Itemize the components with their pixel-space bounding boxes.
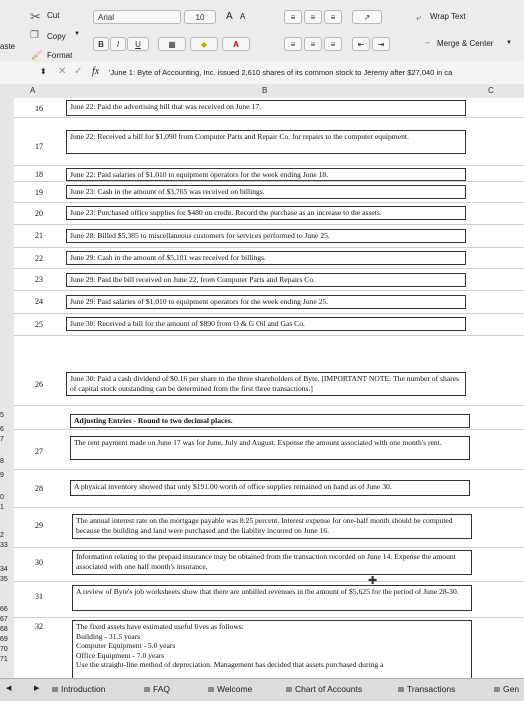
adjusting-entries-heading: Adjusting Entries - Round to two decimal places. (70, 414, 470, 428)
row-index[interactable]: 22 (35, 254, 43, 263)
row-index[interactable]: 32 (35, 622, 43, 631)
underline-button[interactable]: U (127, 37, 149, 51)
description-cell[interactable]: June 23: Purchased office supplies for $480 on credit. Record the purchase as an increase to the assets. (66, 206, 466, 220)
formula-bar (0, 62, 524, 85)
tab-introduction[interactable]: Introduction (52, 684, 105, 694)
orientation-button[interactable] (352, 10, 382, 24)
wrap-text-icon[interactable]: ⤶ (416, 12, 422, 22)
fill-color-button[interactable] (190, 37, 218, 51)
confirm-formula-icon[interactable]: ✓ (74, 66, 83, 77)
row-index[interactable]: 24 (35, 297, 43, 306)
table-row (14, 291, 524, 314)
font-color-button[interactable] (222, 37, 250, 51)
row-index[interactable]: 30 (35, 558, 43, 567)
font-name-value: Arial (98, 12, 115, 22)
table-row (14, 248, 524, 269)
cursor-crosshair-icon: ✚ (368, 575, 378, 587)
align-top-button[interactable] (284, 10, 302, 24)
row-number[interactable]: 68 (0, 626, 8, 633)
description-cell[interactable]: The annual interest rate on the mortgage payable was 8.25 percent. Interest expense for one-half month should be computed because the building and land were purchased and the liability incurred on June 16. (72, 514, 472, 539)
align-left-icon: ≡ (290, 39, 296, 49)
align-center-icon: ≡ (310, 39, 316, 49)
cancel-formula-icon[interactable]: ✕ (58, 66, 67, 77)
row-index[interactable]: 17 (35, 142, 43, 151)
merge-chevron-icon[interactable]: ▼ (506, 40, 512, 46)
sheet-tab-bar (0, 678, 524, 701)
shrink-font-button[interactable]: A (240, 12, 246, 21)
tab-scroll-right-icon[interactable]: ▶ (34, 685, 40, 692)
align-right-button[interactable] (324, 37, 342, 51)
align-right-icon: ≡ (330, 39, 336, 49)
row-index[interactable]: 18 (35, 170, 43, 179)
fill-color-icon: ◆ (200, 39, 208, 49)
table-row (14, 336, 524, 406)
formula-input[interactable]: 'June 1: Byte of Accounting, Inc. issued 2,610 shares of its common stock to Jeremy after $27,040 in ca (109, 68, 453, 77)
row-index[interactable]: 19 (35, 188, 43, 197)
row-index[interactable]: 21 (35, 231, 43, 240)
row-index[interactable]: 31 (35, 592, 43, 601)
description-cell[interactable]: June 29: Paid the bill received on June 22, from Computer Parts and Repairs Co. (66, 273, 466, 287)
table-row (14, 430, 524, 470)
cell-line: Office Equipment - 7.0 years (76, 650, 165, 660)
table-row (14, 582, 524, 618)
row-index[interactable]: 29 (35, 521, 43, 530)
lock-icon (494, 687, 500, 692)
increase-indent-icon: ⇥ (377, 39, 385, 49)
table-row (14, 182, 524, 203)
borders-icon: ▦ (168, 39, 176, 49)
lock-icon (144, 687, 150, 692)
font-size-select[interactable] (184, 10, 216, 24)
grow-font-button[interactable]: A (226, 11, 233, 22)
align-bottom-icon: ≡ (330, 12, 336, 22)
row-number[interactable]: 71 (0, 656, 8, 663)
lock-icon (398, 687, 404, 692)
table-row (14, 269, 524, 291)
row-index[interactable]: 23 (35, 275, 43, 284)
orientation-icon: ↗ (363, 12, 371, 22)
row-index[interactable]: 26 (35, 380, 43, 389)
table-row (14, 618, 524, 678)
scissors-icon[interactable]: ✂ (30, 9, 41, 24)
lock-icon (52, 687, 58, 692)
cell-line: Use the straight-line method of depreciation. Management has decided that assets purchased during a (76, 660, 384, 669)
tab-scroll-left-icon[interactable]: ◀ (6, 685, 12, 692)
row-number[interactable]: 34 (0, 566, 8, 573)
font-color-icon: A (233, 39, 239, 49)
cut-button[interactable]: Cut (47, 11, 60, 20)
table-row (14, 98, 524, 118)
increase-indent-button[interactable] (372, 37, 390, 51)
merge-icon[interactable]: ↔ (424, 39, 431, 46)
borders-button[interactable] (158, 37, 186, 51)
description-cell[interactable]: June 22: Paid the advertising bill that was received on June 17. (66, 100, 466, 116)
row-number[interactable]: 66 (0, 606, 8, 613)
column-header-c[interactable]: C (488, 86, 494, 95)
tab-welcome[interactable]: Welcome (208, 684, 252, 694)
table-row (14, 508, 524, 548)
font-name-select[interactable] (93, 10, 181, 24)
description-cell[interactable]: June 29: Paid salaries of $1,010 to equipment operators for the week ending June 25. (66, 295, 466, 309)
copy-icon[interactable]: ❐ (30, 30, 39, 41)
lock-icon (208, 687, 214, 692)
description-cell[interactable]: Information relating to the prepaid insurance may be obtained from the transaction recorded on June 14. Expense the amount associated with one half month's insurance. (72, 550, 472, 575)
row-number[interactable]: 7 (0, 436, 4, 443)
align-top-icon: ≡ (290, 12, 296, 22)
copy-button[interactable]: Copy (47, 32, 66, 41)
align-left-button[interactable] (284, 37, 302, 51)
table-row (14, 203, 524, 225)
description-cell[interactable]: June 28: Billed $5,385 to miscellaneous customers for services performed to June 25. (66, 229, 466, 243)
column-headers (0, 84, 524, 99)
tab-transactions[interactable]: Transactions (398, 684, 455, 694)
row-number[interactable]: 67 (0, 616, 8, 623)
description-cell[interactable]: June 29: Cash in the amount of $5,101 was received for billings. (66, 251, 466, 265)
tab-chart-of-accounts[interactable]: Chart of Accounts (286, 684, 362, 694)
align-middle-button[interactable] (304, 10, 322, 24)
cell-line: Computer Equipment - 5.0 years (76, 641, 176, 650)
font-size-value: 10 (195, 12, 205, 22)
row-number[interactable]: 5 (0, 412, 4, 419)
align-bottom-button[interactable] (324, 10, 342, 24)
align-middle-icon: ≡ (310, 12, 316, 22)
table-row (14, 118, 524, 166)
table-row (14, 548, 524, 582)
row-number[interactable]: 69 (0, 636, 8, 643)
description-cell[interactable]: June 22: Received a bill for $1,090 from Computer Parts and Repair Co. for repairs to the computer equipment. (66, 130, 466, 154)
description-cell[interactable] (72, 620, 472, 678)
table-row (14, 166, 524, 182)
tab-faq[interactable]: FAQ (144, 684, 170, 694)
function-icon[interactable]: fx (92, 66, 100, 77)
row-index[interactable]: 25 (35, 320, 43, 329)
row-number[interactable]: 33 (0, 542, 8, 549)
row-number[interactable]: 6 (0, 426, 4, 433)
description-cell[interactable]: June 22: Paid salaries of $1,010 to equipment operators for the week ending June 18. (66, 168, 466, 181)
description-cell[interactable]: June 30: Paid a cash dividend of $0.16 per share to the three shareholders of Byte. [IMPORTANT NOTE: The number of shares of capital stock outstanding can be determined from the first three transactions.] (66, 372, 466, 396)
wrap-text-button[interactable]: Wrap Text (430, 12, 466, 21)
row-number[interactable]: 70 (0, 646, 8, 653)
decrease-indent-button[interactable] (352, 37, 370, 51)
description-cell[interactable]: The rent payment made on June 17 was for June, July and August. Expense the amount associated with one month's rent. (70, 436, 470, 460)
chevron-down-icon[interactable]: ▼ (74, 31, 80, 37)
format-painter-button[interactable]: Format (47, 51, 73, 60)
row-index[interactable]: 28 (35, 484, 43, 493)
merge-center-button[interactable]: Merge & Center (437, 39, 494, 48)
row-number[interactable]: 8 (0, 458, 4, 465)
table-row (14, 470, 524, 508)
row-index[interactable]: 16 (35, 104, 43, 113)
tab-general[interactable]: Gen (494, 684, 519, 694)
cell-line: The fixed assets have estimated useful lives as follows: (76, 622, 244, 631)
bold-button[interactable]: B (93, 37, 109, 51)
decrease-indent-icon: ⇤ (357, 39, 365, 49)
row-index[interactable]: 20 (35, 209, 43, 218)
description-cell[interactable]: A review of Byte's job worksheets show that there are unbilled revenues in the amount of $5,625 for the period of June 28-30. (72, 585, 472, 611)
column-header-b[interactable]: B (262, 86, 268, 95)
format-painter-icon[interactable]: 🖌 (31, 50, 43, 60)
align-center-button[interactable] (304, 37, 322, 51)
row-number[interactable]: 9 (0, 472, 4, 479)
column-header-a[interactable]: A (30, 86, 36, 95)
description-cell[interactable]: A physical inventory showed that only $191.00 worth of office supplies remained on hand as of June 30. (70, 480, 470, 496)
row-number[interactable]: 2 (0, 532, 4, 539)
italic-button[interactable]: I (110, 37, 126, 51)
name-box-stepper[interactable]: ⬍ (40, 67, 47, 76)
ribbon-toolbar (0, 0, 524, 63)
paste-button[interactable]: aste (0, 42, 16, 51)
cell-line: Building - 31.5 years (76, 631, 141, 641)
row-number[interactable]: 1 (0, 504, 4, 511)
row-number[interactable]: 0 (0, 494, 4, 501)
description-cell[interactable]: June 30: Received a bill for the amount of $890 from O & G Oil and Gas Co. (66, 317, 466, 331)
description-cell[interactable]: June 23: Cash in the amount of $3,765 was received on billings. (66, 185, 466, 199)
table-row (14, 314, 524, 336)
table-row (14, 406, 524, 430)
lock-icon (286, 687, 292, 692)
row-number-strip (0, 98, 15, 678)
row-number[interactable]: 35 (0, 576, 8, 583)
table-row (14, 225, 524, 248)
row-index[interactable]: 27 (35, 447, 43, 456)
